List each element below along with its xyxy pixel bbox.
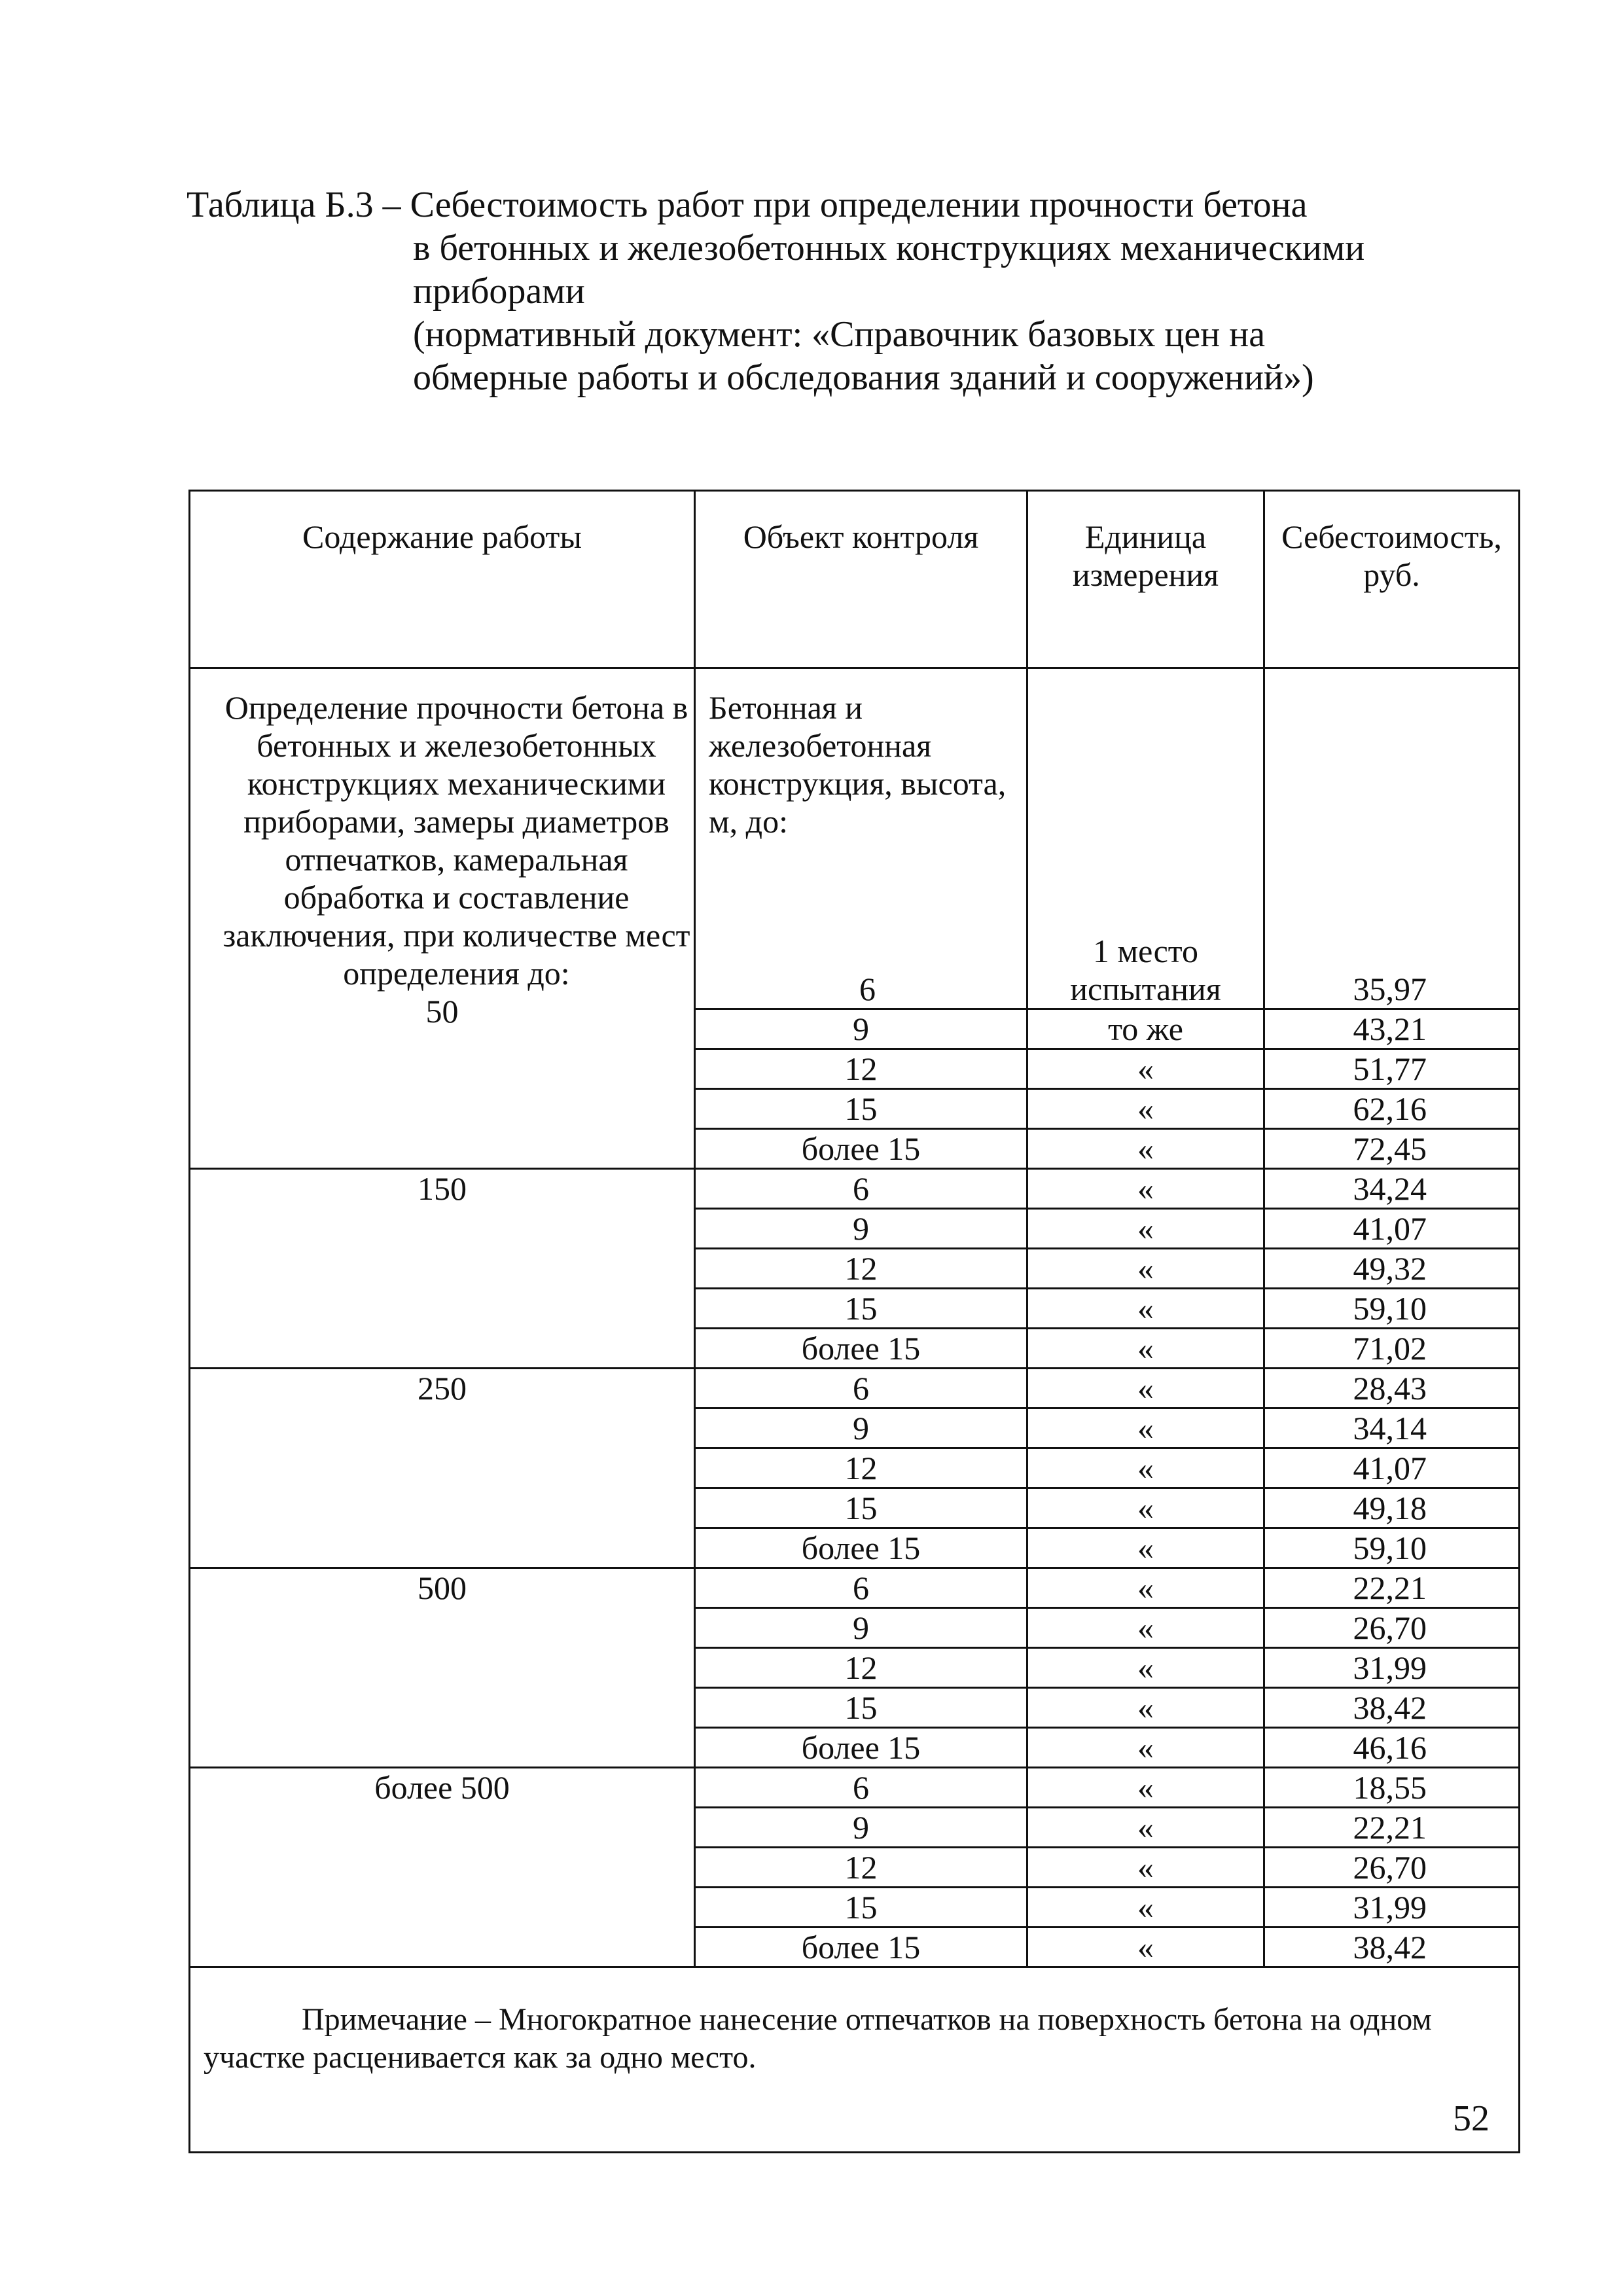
- height-value: 12: [695, 1648, 1027, 1688]
- unit-value: «: [1027, 1329, 1264, 1369]
- height-value: 15: [695, 1688, 1027, 1728]
- cost-value: 46,16: [1264, 1728, 1520, 1768]
- cost-value: 72,45: [1264, 1129, 1520, 1169]
- cost-table: [188, 490, 1520, 2153]
- unit-value: «: [1027, 1888, 1264, 1928]
- caption-line: обмерные работы и обследования зданий и сооружений»): [413, 357, 1314, 398]
- height-value: 9: [695, 1808, 1027, 1848]
- height-value: 6: [859, 971, 876, 1007]
- qty-label: 150: [190, 1169, 695, 1369]
- unit-value: «: [1027, 1408, 1264, 1448]
- cost-value: 34,14: [1264, 1408, 1520, 1448]
- cost-value: 41,07: [1264, 1448, 1520, 1488]
- height-value: 15: [695, 1488, 1027, 1528]
- table-body: [190, 668, 1520, 2153]
- header-object: Объект контроля: [695, 491, 1027, 668]
- caption-line: в бетонных и железобетонных конструкциях механическими: [413, 228, 1365, 268]
- height-value: 12: [695, 1049, 1027, 1089]
- cost-value: 59,10: [1264, 1289, 1520, 1329]
- height-value: 9: [695, 1009, 1027, 1049]
- cost-value: 38,42: [1264, 1928, 1520, 1967]
- unit-value: «: [1027, 1608, 1264, 1648]
- qty-label: 250: [190, 1369, 695, 1568]
- unit-value: 1 место испытания: [1027, 668, 1264, 1009]
- height-value: 6: [695, 1568, 1027, 1608]
- table-row: [190, 1169, 1520, 1209]
- qty-label: 50: [425, 993, 459, 1030]
- unit-value: «: [1027, 1209, 1264, 1249]
- cost-value: 43,21: [1264, 1009, 1520, 1049]
- table-caption: [187, 183, 1528, 399]
- height-value: 12: [695, 1448, 1027, 1488]
- unit-value: «: [1027, 1369, 1264, 1408]
- cost-value: 49,32: [1264, 1249, 1520, 1289]
- unit-value: «: [1027, 1648, 1264, 1688]
- height-value: 15: [695, 1089, 1027, 1129]
- height-value: 12: [695, 1848, 1027, 1888]
- cost-value: 26,70: [1264, 1608, 1520, 1648]
- table-row: [190, 1768, 1520, 1808]
- work-description-cell: [190, 668, 695, 1169]
- unit-value: то же: [1027, 1009, 1264, 1049]
- unit-value: «: [1027, 1728, 1264, 1768]
- cost-value: 59,10: [1264, 1528, 1520, 1568]
- header-unit: Единица измерения: [1027, 491, 1264, 668]
- unit-value: «: [1027, 1049, 1264, 1089]
- cost-value: 62,16: [1264, 1089, 1520, 1129]
- caption-lead: Таблица Б.3 – Себестоимость работ при определении прочности бетона: [187, 185, 1308, 225]
- unit-value: «: [1027, 1808, 1264, 1848]
- cost-value: 18,55: [1264, 1768, 1520, 1808]
- cost-value: 49,18: [1264, 1488, 1520, 1528]
- height-value: 9: [695, 1408, 1027, 1448]
- unit-value: «: [1027, 1129, 1264, 1169]
- qty-label: более 500: [190, 1768, 695, 1967]
- cost-value: 35,97: [1264, 668, 1520, 1009]
- height-value: 6: [695, 1768, 1027, 1808]
- unit-value: «: [1027, 1249, 1264, 1289]
- unit-value: «: [1027, 1688, 1264, 1728]
- cost-value: 71,02: [1264, 1329, 1520, 1369]
- qty-label: 500: [190, 1568, 695, 1768]
- height-value: более 15: [695, 1528, 1027, 1568]
- cost-value: 38,42: [1264, 1688, 1520, 1728]
- height-value: более 15: [695, 1329, 1027, 1369]
- height-value: 15: [695, 1888, 1027, 1928]
- height-value: более 15: [695, 1129, 1027, 1169]
- height-value: 6: [695, 1369, 1027, 1408]
- unit-value: «: [1027, 1289, 1264, 1329]
- header-cost: Себестоимость, руб.: [1264, 491, 1520, 668]
- page-number: 52: [1453, 2098, 1489, 2139]
- header-work: Содержание работы: [190, 491, 695, 668]
- height-value: 9: [695, 1209, 1027, 1249]
- unit-value: «: [1027, 1928, 1264, 1967]
- unit-value: «: [1027, 1089, 1264, 1129]
- unit-value: «: [1027, 1169, 1264, 1209]
- height-value: 12: [695, 1249, 1027, 1289]
- table-row: [190, 1568, 1520, 1608]
- table-row: [190, 1369, 1520, 1408]
- height-value: 15: [695, 1289, 1027, 1329]
- cost-value: 31,99: [1264, 1648, 1520, 1688]
- object-cell: [695, 668, 1027, 1009]
- unit-value: «: [1027, 1848, 1264, 1888]
- height-value: 6: [695, 1169, 1027, 1209]
- cost-value: 31,99: [1264, 1888, 1520, 1928]
- cost-value: 41,07: [1264, 1209, 1520, 1249]
- cost-value: 22,21: [1264, 1808, 1520, 1848]
- table-note: [190, 1967, 1520, 2153]
- header-row: [190, 491, 1520, 668]
- unit-value: «: [1027, 1568, 1264, 1608]
- unit-value: «: [1027, 1488, 1264, 1528]
- unit-value: «: [1027, 1768, 1264, 1808]
- cost-value: 26,70: [1264, 1848, 1520, 1888]
- cost-value: 51,77: [1264, 1049, 1520, 1089]
- note-line: Примечание – Многократное нанесение отпечатков на поверхность бетона на одном: [302, 2002, 1432, 2037]
- height-value: 9: [695, 1608, 1027, 1648]
- cost-value: 22,21: [1264, 1568, 1520, 1608]
- cost-value: 28,43: [1264, 1369, 1520, 1408]
- note-row: [190, 1967, 1520, 2153]
- caption-line: приборами: [413, 271, 585, 312]
- object-description: Бетонная и железобетонная конструкция, высота, м, до:: [709, 689, 1007, 840]
- note-line: участке расценивается как за одно место.: [204, 2040, 757, 2075]
- unit-value: «: [1027, 1528, 1264, 1568]
- table-row: [190, 668, 1520, 1009]
- cost-value: 34,24: [1264, 1169, 1520, 1209]
- height-value: более 15: [695, 1728, 1027, 1768]
- height-value: более 15: [695, 1928, 1027, 1967]
- caption-line: (нормативный документ: «Справочник базовых цен на: [413, 314, 1266, 355]
- work-description: Определение прочности бетона в бетонных и железобетонных конструкциях механическими приборами, замеры диаметров отпечатков, камеральная обработка и составление заключения, при количестве мест определения до:: [223, 689, 690, 992]
- unit-value: «: [1027, 1448, 1264, 1488]
